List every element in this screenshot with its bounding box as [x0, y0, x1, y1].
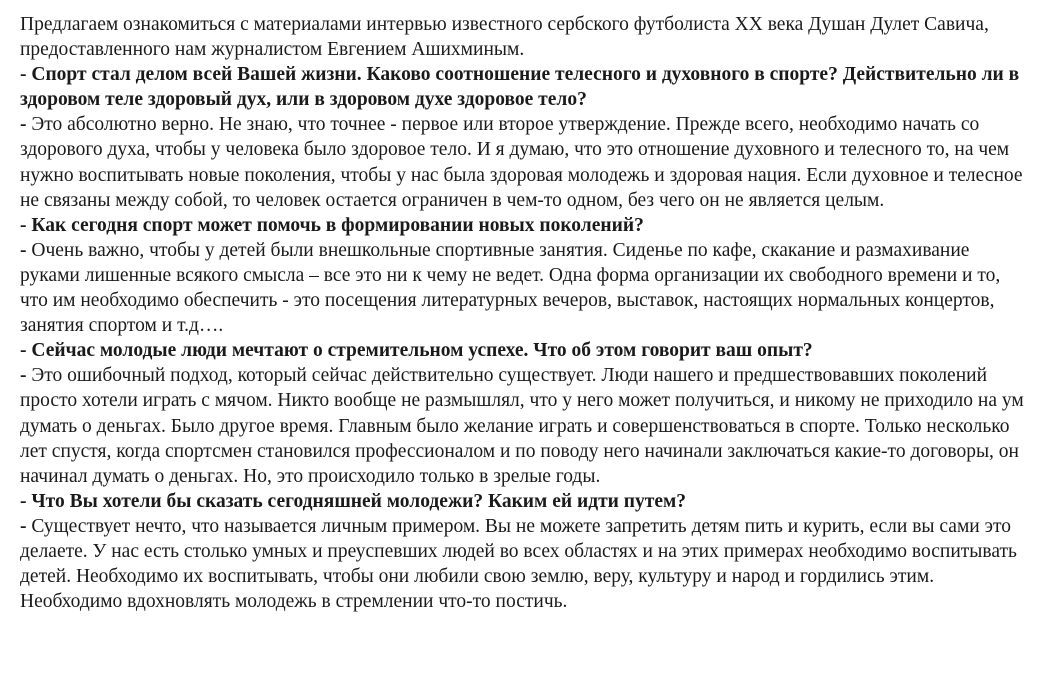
answer-text: Это абсолютно верно. Не знаю, что точнее - первое или второе утверждение. Прежде всего, необходимо начать со здорового духа, чтобы у человека было здоровое тело. И я думаю, что это отношение духовного и телесного то, на чем нужно воспитывать новые поколения, чтобы у нас была здоровая молодежь и здоровая нация. Если духовное и телесное не связаны между собой, то человек остается ограничен в чем-то одном, без чего он не является целым.: [20, 114, 1023, 211]
question-1: - Спорт стал делом всей Вашей жизни. Каково соотношение телесного и духовного в спорте? Действительно ли в здоровом теле здоровый дух, или в здоровом духе здоровое тело?: [20, 64, 1020, 111]
answer-3: [20, 363, 1028, 488]
answer-text: Это ошибочный подход, который сейчас действительно существует. Люди нашего и предшествовавших поколений просто хотели играть с мячом. Никто вообще не размышлял, что у него может получиться, и никому не приходило на ум думать о деньгах. Было другое время. Главным было желание играть и совершенствоваться в спорте. Только несколько лет спустя, когда спортсмен становился профессионалом и по поводу него начинали заключаться какие-то договоры, он начинал думать о деньгах. Но, это происходило только в зрелые годы.: [20, 365, 1024, 487]
answer-dash: -: [20, 239, 27, 261]
answer-dash: -: [20, 114, 27, 136]
answer-dash: -: [20, 515, 27, 537]
question-2: - Как сегодня спорт может помочь в формировании новых поколений?: [20, 214, 644, 236]
answer-1: [20, 112, 1028, 212]
question-3: - Сейчас молодые люди мечтают о стремительном успехе. Что об этом говорит ваш опыт?: [20, 340, 813, 362]
answer-4: [20, 514, 1028, 614]
answer-text: Существует нечто, что называется личным примером. Вы не можете запретить детям пить и курить, если вы сами это делаете. У нас есть столько умных и преуспевших людей во всех областях и на этих примерах необходимо воспитывать детей. Необходимо их воспитывать, чтобы они любили свою землю, веру, культуру и народ и гордились этим. Необходимо вдохновлять молодежь в стремлении что-то постичь.: [20, 515, 1017, 613]
answer-dash: -: [20, 365, 27, 387]
question-4: - Что Вы хотели бы сказать сегодняшней молодежи? Каким ей идти путем?: [20, 490, 687, 512]
interview-document: [20, 12, 1028, 614]
answer-text: Очень важно, чтобы у детей были внешкольные спортивные занятия. Сиденье по кафе, скакание и размахивание руками лишенные всякого смысла – все это ни к чему не ведет. Одна форма организации их свободного времени и то, что им необходимо обеспечить - это посещения литературных вечеров, выставок, настоящих нормальных концертов, занятия спортом и т.д….: [20, 239, 1001, 337]
intro-paragraph: Предлагаем ознакомиться с материалами интервью известного сербского футболиста XX века Душан Дулет Савича, предоставленного нам журналистом Евгением Ашихминым.: [20, 14, 989, 61]
answer-2: [20, 238, 1028, 338]
